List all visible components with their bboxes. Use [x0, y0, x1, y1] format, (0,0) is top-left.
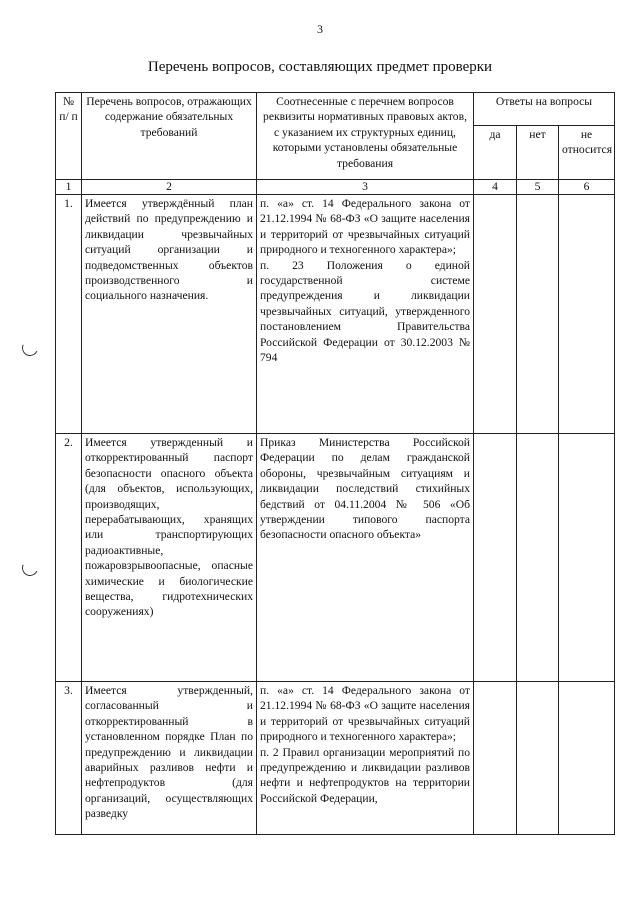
- answer-no-cell[interactable]: [517, 682, 559, 835]
- answer-yes-cell[interactable]: [474, 434, 517, 682]
- answer-no-cell[interactable]: [517, 434, 559, 682]
- table-row: [56, 195, 615, 434]
- answer-yes-cell[interactable]: [474, 195, 517, 434]
- header-row: [56, 93, 615, 126]
- header-answer-no: нет: [517, 126, 559, 180]
- answer-not-applicable-cell[interactable]: [559, 682, 615, 835]
- answer-not-applicable-cell[interactable]: [559, 434, 615, 682]
- row-number: 1.: [56, 195, 82, 434]
- page-number: 3: [317, 22, 323, 36]
- answer-not-applicable-cell[interactable]: [559, 195, 615, 434]
- row-number: 2.: [56, 434, 82, 682]
- header-questions: Перечень вопросов, отражающих содержание обязательных требований: [82, 93, 257, 180]
- table-row: [56, 434, 615, 682]
- hole-punch-mark: [20, 558, 41, 579]
- legal-reference: п. «а» ст. 14 Федерального закона от 21.12.1994 № 68-ФЗ «О защите населения и территорий от чрезвычайных ситуаций природного и техногенного характера»; п. 2 Правил организации мероприятий по предупреждению и ликвидации разливов нефти и нефтепродуктов на территории Российской Федерации,: [257, 682, 474, 835]
- column-number: 3: [257, 180, 474, 195]
- header-legal-references: Соотнесенные с перечнем вопросов реквизиты нормативных правовых актов, с указанием их структурных единиц, которыми установлены обязательные требования: [257, 93, 474, 180]
- column-number: 4: [474, 180, 517, 195]
- question-text: Имеется утверждённый план действий по предупреждению и ликвидации чрезвычайных ситуаций организации и подведомственных объектов производственного и социального назначения.: [82, 195, 257, 434]
- column-number-row: [56, 180, 615, 195]
- inspection-checklist-table: [55, 92, 615, 835]
- legal-reference: п. «а» ст. 14 Федерального закона от 21.12.1994 № 68-ФЗ «О защите населения и территорий от чрезвычайных ситуаций природного и техногенного характера»; п. 23 Положения о единой государственной системе предупреждения и ликвидации чрезвычайных ситуаций, утвержденного постановлением Правительства Российской Федерации от 30.12.2003 № 794: [257, 195, 474, 434]
- question-text: Имеется утвержденный, согласованный и откорректированный в установленном порядке План по предупреждению и ликвидации аварийных разливов нефти и нефтепродуктов (для организаций, осуществляющих разведку: [82, 682, 257, 835]
- header-answers-group: Ответы на вопросы: [474, 93, 615, 126]
- answer-no-cell[interactable]: [517, 195, 559, 434]
- row-number: 3.: [56, 682, 82, 835]
- document-title: Перечень вопросов, составляющих предмет проверки: [147, 59, 493, 75]
- question-text: Имеется утвержденный и откорректированный паспорт безопасности опасного объекта (для объектов, использующих, производящих, перерабатывающих, хранящих или транспортирующих радиоактивные, пожаровзрывоопасные, опасные химические и биологические вещества, гидротехнических сооружениях): [82, 434, 257, 682]
- table-row: [56, 682, 615, 835]
- column-number: 6: [559, 180, 615, 195]
- answer-yes-cell[interactable]: [474, 682, 517, 835]
- header-answer-not-applicable: не относится: [559, 126, 615, 180]
- legal-reference: Приказ Министерства Российской Федерации по делам гражданской обороны, чрезвычайным ситуациям и ликвидации последствий стихийных бедствий от 04.11.2004 № 506 «Об утверждении типового паспорта безопасности опасного объекта»: [257, 434, 474, 682]
- header-answer-yes: да: [474, 126, 517, 180]
- column-number: 2: [82, 180, 257, 195]
- hole-punch-mark: [20, 338, 41, 359]
- column-number: 1: [56, 180, 82, 195]
- column-number: 5: [517, 180, 559, 195]
- header-row-number: № п/ п: [56, 93, 82, 180]
